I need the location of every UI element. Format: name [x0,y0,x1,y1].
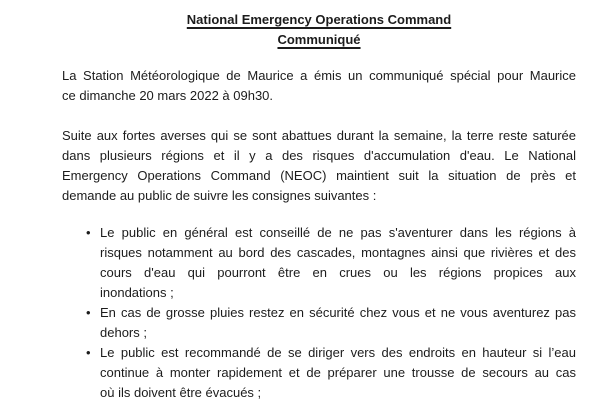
consignes-bullet-list [62,223,576,403]
text-line: Emergency Operations Command (NEOC) maintient suit la situation de près et [62,168,576,183]
bullet-text-line: inondations ; [100,285,174,300]
title-line-2: Communiqué [277,32,361,47]
bullet-text [100,343,576,403]
text-line: La Station Météorologique de Maurice a émis un communiqué spécial pour Maurice [62,68,576,83]
bullet-text-line: dehors ; [100,325,147,340]
bullet-text-line: où ils doivent être évacués ; [100,385,262,400]
bullet-text [100,223,576,303]
bullet-text-line: Le public en général est conseillé de ne pas s'aventurer dans les régions à [100,225,576,240]
bullet-icon: • [86,225,91,240]
text-line: Suite aux fortes averses qui se sont abattues durant la semaine, la terre reste saturée [62,128,576,143]
bullet-text-line: cours d'eau qui pourront être en crues ou les régions propices aux [100,265,576,280]
text-line: dans plusieurs régions et il y a des risques d'accumulation d'eau. Le National [62,148,576,163]
bullet-text-line: risques notamment au bord des cascades, montagnes ainsi que rivières et des [100,245,576,260]
bullet-text-line: continue à monter rapidement et de préparer une trousse de secours au cas [100,365,576,380]
document-title [62,8,576,50]
paragraph-intro [62,66,576,106]
bullet-item [62,343,576,403]
bullet-icon: • [86,305,91,320]
text-line: demande au public de suivre les consignes suivantes : [62,188,377,203]
bullet-item [62,223,576,303]
bullet-text [100,303,576,343]
bullet-item [62,303,576,343]
title-line-1: National Emergency Operations Command [186,12,452,27]
document-content [62,8,576,403]
bullet-text-line: Le public est recommandé de se diriger vers des endroits en hauteur si l’eau [100,345,576,360]
paragraph-situation [62,126,576,206]
bullet-icon: • [86,345,91,360]
text-line: ce dimanche 20 mars 2022 à 09h30. [62,88,274,103]
bullet-text-line: En cas de grosse pluies restez en sécurité chez vous et ne vous aventurez pas [100,305,576,320]
